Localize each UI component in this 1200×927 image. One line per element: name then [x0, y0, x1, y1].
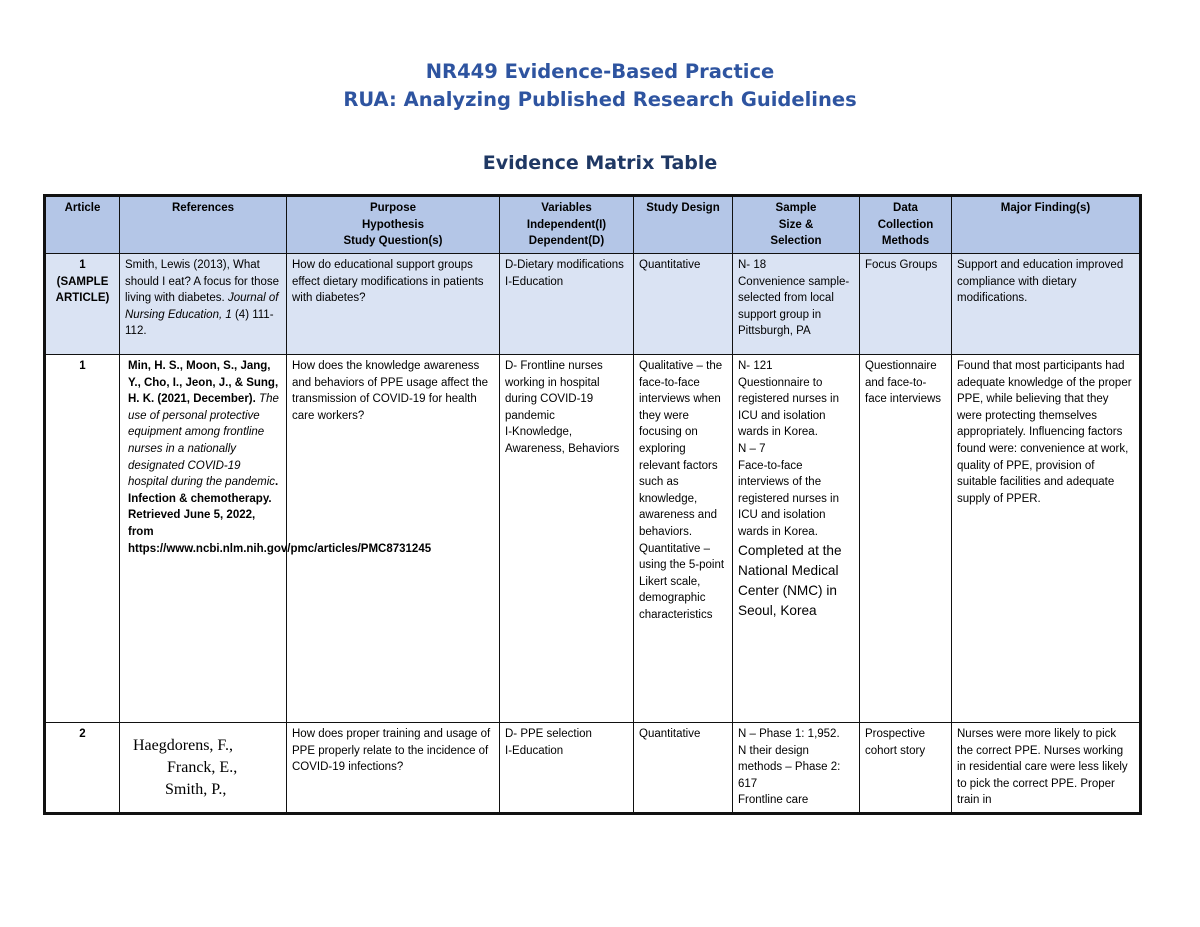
variables-cell: D-Dietary modifications I-Education [500, 254, 634, 355]
column-header-purpose: Purpose Hypothesis Study Question(s) [287, 196, 500, 254]
table-row-article-1 [45, 355, 1141, 723]
major-findings-cell: Support and education improved compliance with dietary modifications. [952, 254, 1141, 355]
data-collection-cell: Focus Groups [860, 254, 952, 355]
study-design-cell: Qualitative – the face-to-face interviews when they were focusing on exploring relevant factors such as knowledge, awareness and behaviors. Quantitative – using the 5-point Likert scale, demographic characteristics [634, 355, 733, 723]
sample-cell: N- 18 Convenience sample-selected from local support group in Pittsburgh, PA [733, 254, 860, 355]
column-header-references: References [120, 196, 287, 254]
study-design-cell: Quantitative [634, 254, 733, 355]
document-title: NR449 Evidence-Based Practice [425, 60, 775, 83]
evidence-matrix-table [43, 194, 1142, 815]
table-row-article-2 [45, 723, 1141, 814]
sample-cell: N – Phase 1: 1,952. N their design methods – Phase 2: 617 Frontline care [733, 723, 860, 814]
table-heading: Evidence Matrix Table [482, 152, 718, 174]
study-design-cell: Quantitative [634, 723, 733, 814]
purpose-cell: How do educational support groups effect dietary modifications in patients with diabetes? [287, 254, 500, 355]
data-collection-cell: Prospective cohort story [860, 723, 952, 814]
major-findings-cell: Nurses were more likely to pick the correct PPE. Nurses working in residential care were less likely to pick the correct PPE. Proper train in [952, 723, 1141, 814]
variables-cell: D- Frontline nurses working in hospital during COVID-19 pandemic I-Knowledge, Awareness, Behaviors [500, 355, 634, 723]
major-findings-cell: Found that most participants had adequate knowledge of the proper PPE, while believing that they were protecting themselves appropriately. Influencing factors found were: convenience at work, quality of PPE, provision of suitable facilities and adequate supply of PPER. [952, 355, 1141, 723]
references-cell: Min, H. S., Moon, S., Jang, Y., Cho, I., Jeon, J., & Sung, H. K. (2021, December). The use of personal protective equipment among frontline nurses in a nationally designated COVID-19 hospital during the pandemic. Infection & chemotherapy. Retrieved June 5, 2022, from https://www.ncbi.nlm.nih.gov/pmc/articles/PMC8731245 [120, 355, 287, 723]
article-cell: 1 [45, 355, 120, 723]
column-header-major-findings: Major Finding(s) [952, 196, 1141, 254]
document-title-line-2: RUA: Analyzing Published Research Guidelines [343, 88, 857, 111]
data-collection-cell: Questionnaire and face-to-face interviews [860, 355, 952, 723]
table-row-sample-article [45, 254, 1141, 355]
article-cell: 2 [45, 723, 120, 814]
table-header-row [45, 196, 1141, 254]
references-cell: Haegdorens, F., Franck, E., Smith, P., [120, 723, 287, 814]
column-header-sample: Sample Size & Selection [733, 196, 860, 254]
variables-cell: D- PPE selection I-Education [500, 723, 634, 814]
purpose-cell: How does proper training and usage of PPE properly relate to the incidence of COVID-19 infections? [287, 723, 500, 814]
column-header-article: Article [45, 196, 120, 254]
sample-cell: N- 121 Questionnaire to registered nurses in ICU and isolation wards in Korea. N – 7 Face-to-face interviews of the registered nurses in ICU and isolation wards in Korea. Completed at the National Medical Center (NMC) in Seoul, Korea [733, 355, 860, 723]
purpose-cell: How does the knowledge awareness and behaviors of PPE usage affect the transmission of COVID-19 for health care workers? [287, 355, 500, 723]
column-header-data-collection: Data Collection Methods [860, 196, 952, 254]
article-cell: 1 (SAMPLE ARTICLE) [45, 254, 120, 355]
column-header-variables: Variables Independent(I) Dependent(D) [500, 196, 634, 254]
references-cell: Smith, Lewis (2013), What should I eat? A focus for those living with diabetes. Journal of Nursing Education, 1 (4) 111-112. [120, 254, 287, 355]
document-header [0, 58, 1200, 114]
column-header-study-design: Study Design [634, 196, 733, 254]
